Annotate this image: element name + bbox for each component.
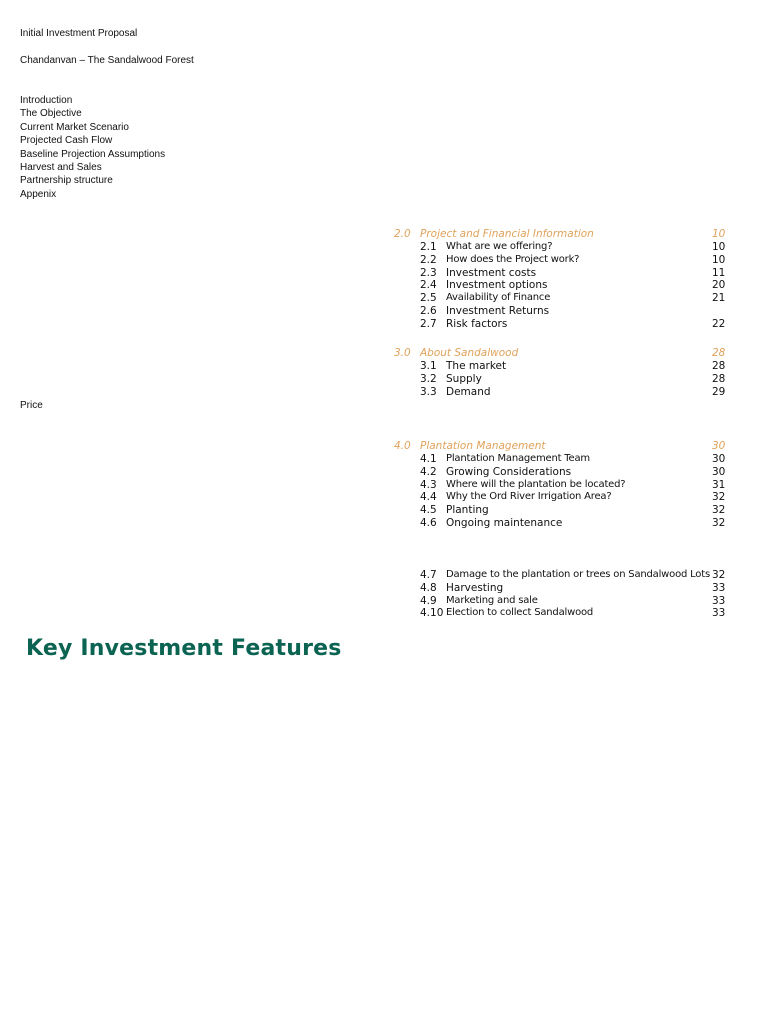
outline-item: The Objective <box>20 108 82 120</box>
toc-entry[interactable] <box>394 292 734 305</box>
toc-entry-page: 28 <box>712 360 726 372</box>
toc-entry[interactable] <box>394 241 734 254</box>
toc-entry-page: 22 <box>712 317 726 330</box>
toc-entry-title: Why the Ord River Irrigation Area? <box>446 491 612 503</box>
toc-section-number: 3.0 <box>394 347 411 359</box>
outline-item: Partnership structure <box>20 175 113 187</box>
toc-section-title: Plantation Management <box>420 440 546 452</box>
toc-entry-title: Availability of Finance <box>446 292 551 304</box>
toc-entry-page: 32 <box>712 491 726 504</box>
toc-entry-page: 11 <box>712 266 726 279</box>
toc-entry-title: Growing Considerations <box>446 465 572 478</box>
toc-section-page: 28 <box>712 347 726 359</box>
toc-entry[interactable] <box>394 360 734 373</box>
toc-entry[interactable] <box>394 466 734 479</box>
toc-entry-page: 33 <box>712 607 726 620</box>
toc-entry-number: 4.6 <box>420 516 437 529</box>
toc-entry-number: 4.9 <box>420 594 437 607</box>
toc-entry-title: The market <box>446 360 507 372</box>
document-title: Initial Investment Proposal <box>20 28 138 39</box>
toc-entry-number: 2.5 <box>420 292 437 305</box>
toc-entry-number: 4.2 <box>420 465 437 478</box>
toc-entry-title: Supply <box>446 372 482 385</box>
outline-item: Introduction <box>20 95 73 106</box>
toc-entry-title: Where will the plantation be located? <box>446 478 626 490</box>
toc-entry-page: 10 <box>712 253 726 266</box>
toc-entry[interactable] <box>394 386 734 399</box>
toc-entry-number: 2.3 <box>420 266 437 279</box>
toc-section-page: 30 <box>712 440 726 452</box>
toc-entry-title: How does the Project work? <box>446 253 580 265</box>
toc-entry-number: 2.6 <box>420 304 437 317</box>
toc-entry-page: 30 <box>712 465 726 478</box>
toc-entry-page: 28 <box>712 372 726 385</box>
toc-entry[interactable] <box>394 479 734 492</box>
toc-entry-title: Investment options <box>446 279 548 292</box>
toc-entry-number: 3.2 <box>420 372 437 385</box>
toc-entry-number: 4.4 <box>420 491 437 504</box>
toc-entry[interactable] <box>394 582 734 595</box>
toc-entry[interactable] <box>394 305 734 318</box>
toc-entry-title: Investment costs <box>446 266 537 279</box>
outline-item: Baseline Projection Assumptions <box>20 148 166 160</box>
toc-entry-page: 29 <box>712 385 726 398</box>
document-subtitle: Chandanvan – The Sandalwood Forest <box>20 55 194 66</box>
toc-entry[interactable] <box>394 267 734 280</box>
toc-entry-number: 2.2 <box>420 253 437 266</box>
toc-entry-page: 31 <box>712 478 726 491</box>
toc-section-number: 2.0 <box>394 228 411 240</box>
toc-entry-number: 4.5 <box>420 504 437 517</box>
price-label: Price <box>20 400 43 411</box>
toc-entry-title: Election to collect Sandalwood <box>446 607 594 619</box>
toc-entry-number: 2.7 <box>420 317 437 330</box>
toc-entry[interactable] <box>394 504 734 517</box>
toc-entry-page: 33 <box>712 594 726 607</box>
toc-entry-number: 4.8 <box>420 581 437 594</box>
toc-entry-title: Ongoing maintenance <box>446 516 563 529</box>
toc-entry-page: 20 <box>712 279 726 292</box>
toc-entry-title: Plantation Management Team <box>446 453 590 464</box>
outline-item: Current Market Scenario <box>20 121 129 133</box>
toc-entry[interactable] <box>394 254 734 267</box>
toc-entry-title: Investment Returns <box>446 304 550 317</box>
outline-item: Appenix <box>20 188 57 200</box>
toc-entry-page: 32 <box>712 516 726 529</box>
toc-entry-page: 10 <box>712 241 726 253</box>
toc-entry-title: Demand <box>446 385 491 398</box>
toc-entry-page: 32 <box>712 569 726 581</box>
toc-section-heading[interactable] <box>394 440 734 453</box>
toc-entry[interactable] <box>394 491 734 504</box>
toc-section-2 <box>394 228 734 331</box>
toc-entry-page: 33 <box>712 581 726 594</box>
toc-entry[interactable] <box>394 569 734 582</box>
toc-entry[interactable] <box>394 453 734 466</box>
toc-section-4-continued <box>394 569 734 620</box>
toc-section-heading[interactable] <box>394 347 734 360</box>
toc-entry-page: 32 <box>712 504 726 517</box>
toc-entry-number: 2.4 <box>420 279 437 292</box>
toc-section-page: 10 <box>712 228 726 240</box>
toc-entry-title: Harvesting <box>446 581 504 594</box>
toc-entry-number: 4.7 <box>420 569 437 581</box>
toc-entry-title: Damage to the plantation or trees on Sandalwood Lots <box>446 569 710 580</box>
toc-entry[interactable] <box>394 318 734 331</box>
toc-entry-number: 2.1 <box>420 241 437 253</box>
toc-entry-page: 30 <box>712 453 726 465</box>
toc-entry[interactable] <box>394 607 734 620</box>
key-features-heading: Key Investment Features <box>26 636 342 661</box>
toc-entry-title: Planting <box>446 504 489 517</box>
toc-entry-number: 3.1 <box>420 360 437 372</box>
toc-section-number: 4.0 <box>394 440 411 452</box>
toc-entry[interactable] <box>394 595 734 608</box>
toc-entry-title: Marketing and sale <box>446 594 538 606</box>
toc-section-heading[interactable] <box>394 228 734 241</box>
toc-entry-number: 4.10 <box>420 607 444 620</box>
toc-entry[interactable] <box>394 373 734 386</box>
toc-entry[interactable] <box>394 279 734 292</box>
toc-entry-page: 21 <box>712 292 726 305</box>
toc-section-title: Project and Financial Information <box>420 228 594 240</box>
toc-entry-number: 4.1 <box>420 453 437 465</box>
toc-section-title: About Sandalwood <box>420 347 519 359</box>
toc-entry[interactable] <box>394 517 734 530</box>
toc-entry-title: What are we offering? <box>446 241 553 252</box>
toc-section-4 <box>394 440 734 530</box>
outline-item: Harvest and Sales <box>20 162 102 174</box>
toc-entry-number: 3.3 <box>420 385 437 398</box>
toc-entry-title: Risk factors <box>446 317 508 330</box>
toc-entry-page <box>712 305 734 318</box>
toc-entry-number: 4.3 <box>420 478 437 491</box>
intro-outline <box>20 94 165 201</box>
toc-section-3 <box>394 347 734 398</box>
outline-item: Projected Cash Flow <box>20 135 113 147</box>
